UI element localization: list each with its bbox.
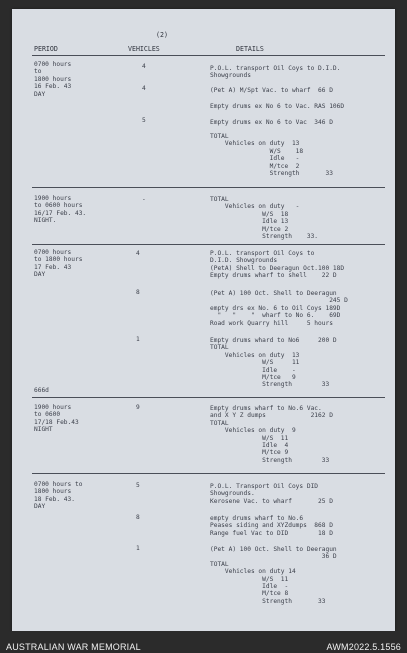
entry-4-vehicles-1: 9 <box>136 404 140 411</box>
entry-1-vehicles-1: 4 <box>142 63 146 70</box>
footer-accession-number: AWM2022.5.1556 <box>326 642 401 652</box>
entry-1-vehicles-3: 5 <box>142 117 146 124</box>
entry-1-detail-3: Empty drums ex No 6 to Vac. RAS 106D <box>210 103 345 110</box>
header-details: DETAILS <box>236 45 264 53</box>
margin-note: 666d <box>34 387 49 394</box>
entry-5-detail-3: (Pet A) 100 Oct. Shell to Deeragun 36 D TOTAL Vehicles on duty 14 W/S 11 Idle - M/tce 8 Strength 33 <box>210 546 337 605</box>
entry-1-period: 0700 hours to 1800 hours 16 Feb. 43 DAY <box>34 61 72 98</box>
document-page <box>12 9 395 631</box>
entry-2-period: 1900 hours to 0600 hours 16/17 Feb. 43. NIGHT. <box>34 195 87 225</box>
entry-2-detail-1: TOTAL Vehicles on duty - W/S 18 Idle 13 M/tce 2 Strength 33. <box>210 196 319 241</box>
entry-3-vehicles-2: 8 <box>136 289 140 296</box>
entry-3-period: 0700 hours to 1800 hours 17 Feb. 43 DAY <box>34 249 83 279</box>
footer-institution: AUSTRALIAN WAR MEMORIAL <box>6 642 141 652</box>
entry-1-detail-1: P.O.L. transport Oil Coys to D.I.D. Showgrounds <box>210 65 341 80</box>
header-rule <box>32 55 385 56</box>
entry-4-period: 1900 hours to 0600 17/18 Feb.43 NIGHT <box>34 404 79 434</box>
header-vehicles: VEHICLES <box>128 45 160 53</box>
footer-bar <box>0 631 407 653</box>
entry-3-detail-1: P.O.L. transport Oil Coys to D.I.D. Showgrounds (PetA) Shell to Deeragun Oct.100 18D Empty drums wharf to shell 22 D <box>210 250 345 280</box>
entry-3-rule <box>32 397 385 398</box>
entry-2-vehicles-1: - <box>142 196 146 203</box>
entry-5-period: 0700 hours to 1800 hours 18 Feb. 43. DAY <box>34 481 83 511</box>
entry-2-rule <box>32 244 385 245</box>
entry-1-detail-2: (Pet A) M/Spt Vac. to wharf 66 D <box>210 87 333 94</box>
entry-3-vehicles-3: 1 <box>136 336 140 343</box>
entry-5-detail-1: P.O.L. Transport Oil Coys DID Showgrounds. Kerosene Vac. to wharf 25 D <box>210 483 333 505</box>
entry-5-vehicles-1: 5 <box>136 482 140 489</box>
entry-3-vehicles-1: 4 <box>136 250 140 257</box>
entry-1-rule <box>32 187 385 188</box>
entry-5-detail-2: empty drums wharf to No.6 Peases siding and XYZdumps 868 D Range fuel Vac to DID 18 D <box>210 515 333 537</box>
entry-5-vehicles-2: 8 <box>136 514 140 521</box>
header-period: PERIOD <box>34 45 58 53</box>
entry-4-detail-1: Empty drums wharf to No.6 Vac. and X Y Z dumps 2162 D TOTAL Vehicles on duty 9 W/S 11 Idle 4 M/tce 9 Strength 33 <box>210 405 333 464</box>
entry-3-detail-3: Empty drums whard to No6 200 D TOTAL Vehicles on duty 13 W/S 11 Idle - M/tce 9 Strength 33 <box>210 337 337 389</box>
entry-1-detail-5: TOTAL Vehicles on duty 13 W/S 18 Idle - M/tce 2 Strength 33 <box>210 133 333 178</box>
entry-3-detail-2: (Pet A) 100 Oct. Shell to Deeragun 245 D empty drs ex No. 6 to Oil Coys 189D " " " wharf to No 6. 69D Road work Quarry hill 5 hours <box>210 290 348 327</box>
entry-4-rule <box>32 473 385 474</box>
entry-1-vehicles-2: 4 <box>142 85 146 92</box>
entry-5-vehicles-3: 1 <box>136 545 140 552</box>
page-number: (2) <box>156 31 168 39</box>
entry-1-detail-4: Empty drums ex No 6 to Vac 346 D <box>210 119 333 126</box>
